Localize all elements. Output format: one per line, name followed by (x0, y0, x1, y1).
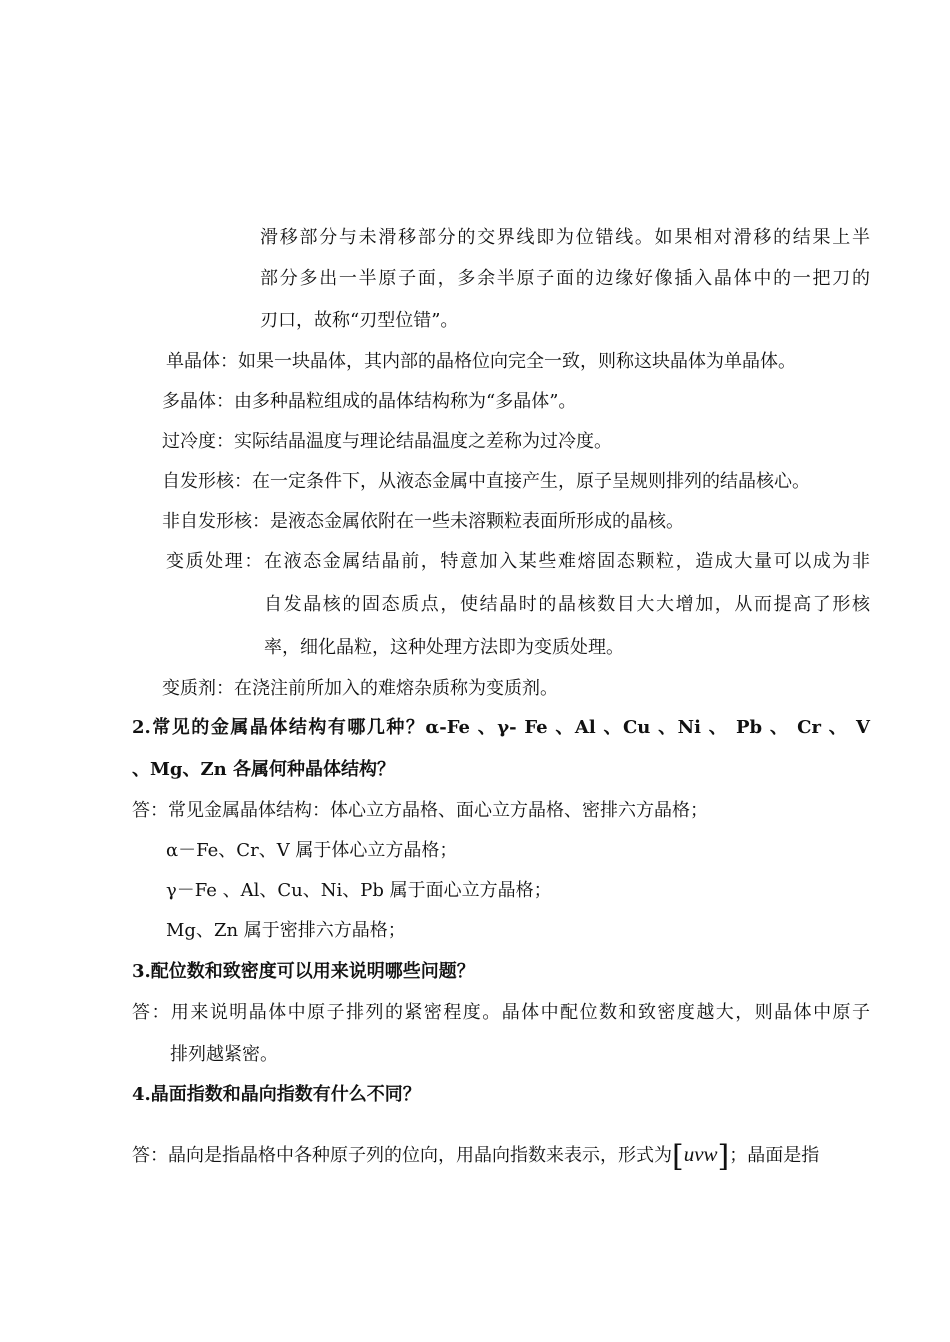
question-2-answer-line-2: α－Fe、Cr、V 属于体心立方晶格； (166, 840, 458, 861)
definition-single-crystal: 单晶体：如果一块晶体，其内部的晶格位向完全一致，则称这块晶体为单晶体。 (166, 351, 796, 372)
dislocation-line-1: 滑移部分与未滑移部分的交界线即为位错线。如果相对滑移的结果上半 (260, 227, 870, 248)
direction-index-symbol: uvw (683, 1142, 718, 1166)
definition-nonspontaneous-nucleation: 非自发形核：是液态金属依附在一些未溶颗粒表面所形成的晶核。 (162, 511, 684, 532)
definition-spontaneous-nucleation: 自发形核：在一定条件下，从液态金属中直接产生，原子呈规则排列的结晶核心。 (162, 471, 810, 492)
question-2-answer-line-1: 答：常见金属晶体结构：体心立方晶格、面心立方晶格、密排六方晶格； (132, 800, 708, 821)
question-4-answer-line-1 (132, 1139, 820, 1174)
question-3-title: 3.配位数和致密度可以用来说明哪些问题？ (132, 961, 475, 982)
bracket-open: [ (672, 1139, 684, 1174)
definition-modification-line-3: 率，细化晶粒，这种处理方法即为变质处理。 (264, 637, 624, 658)
question-2-answer-line-3: γ－Fe 、Al、Cu、Ni、Pb 属于面心立方晶格； (166, 880, 552, 901)
definition-modification-line-1: 变质处理：在液态金属结晶前，特意加入某些难熔固态颗粒，造成大量可以成为非 (166, 551, 870, 572)
definition-undercooling: 过冷度：实际结晶温度与理论结晶温度之差称为过冷度。 (162, 431, 612, 452)
question-2-title-line-2: 、Mg、Zn 各属何种晶体结构？ (132, 759, 396, 780)
bracket-close: ] (717, 1139, 730, 1174)
question-2-answer-line-4: Mg、Zn 属于密排六方晶格； (166, 920, 406, 941)
question-2-title-line-1: 2.常见的金属晶体结构有哪几种？α-Fe 、γ- Fe 、Al 、Cu 、Ni 、 Pb 、 Cr 、 V (132, 717, 870, 738)
definition-polycrystal: 多晶体：由多种晶粒组成的晶体结构称为“多晶体”。 (162, 391, 577, 412)
question-3-answer-line-1: 答：用来说明晶体中原子排列的紧密程度。晶体中配位数和致密度越大，则晶体中原子 (132, 1002, 870, 1023)
question-4-answer-continuation: ；晶面是指 (729, 1145, 820, 1166)
definition-modification-line-2: 自发晶核的固态质点，使结晶时的晶核数目大大增加，从而提高了形核 (264, 594, 870, 615)
question-3-answer-line-2: 排列越紧密。 (170, 1044, 278, 1065)
definition-modifier: 变质剂：在浇注前所加入的难熔杂质称为变质剂。 (162, 678, 558, 699)
question-4-answer-text: 答：晶向是指晶格中各种原子列的位向，用晶向指数来表示，形式为 (132, 1145, 672, 1166)
question-4-title: 4.晶面指数和晶向指数有什么不同？ (132, 1084, 421, 1105)
dislocation-line-3: 刃口，故称“刃型位错”。 (260, 310, 459, 331)
dislocation-line-2: 部分多出一半原子面，多余半原子面的边缘好像插入晶体中的一把刀的 (260, 268, 870, 289)
